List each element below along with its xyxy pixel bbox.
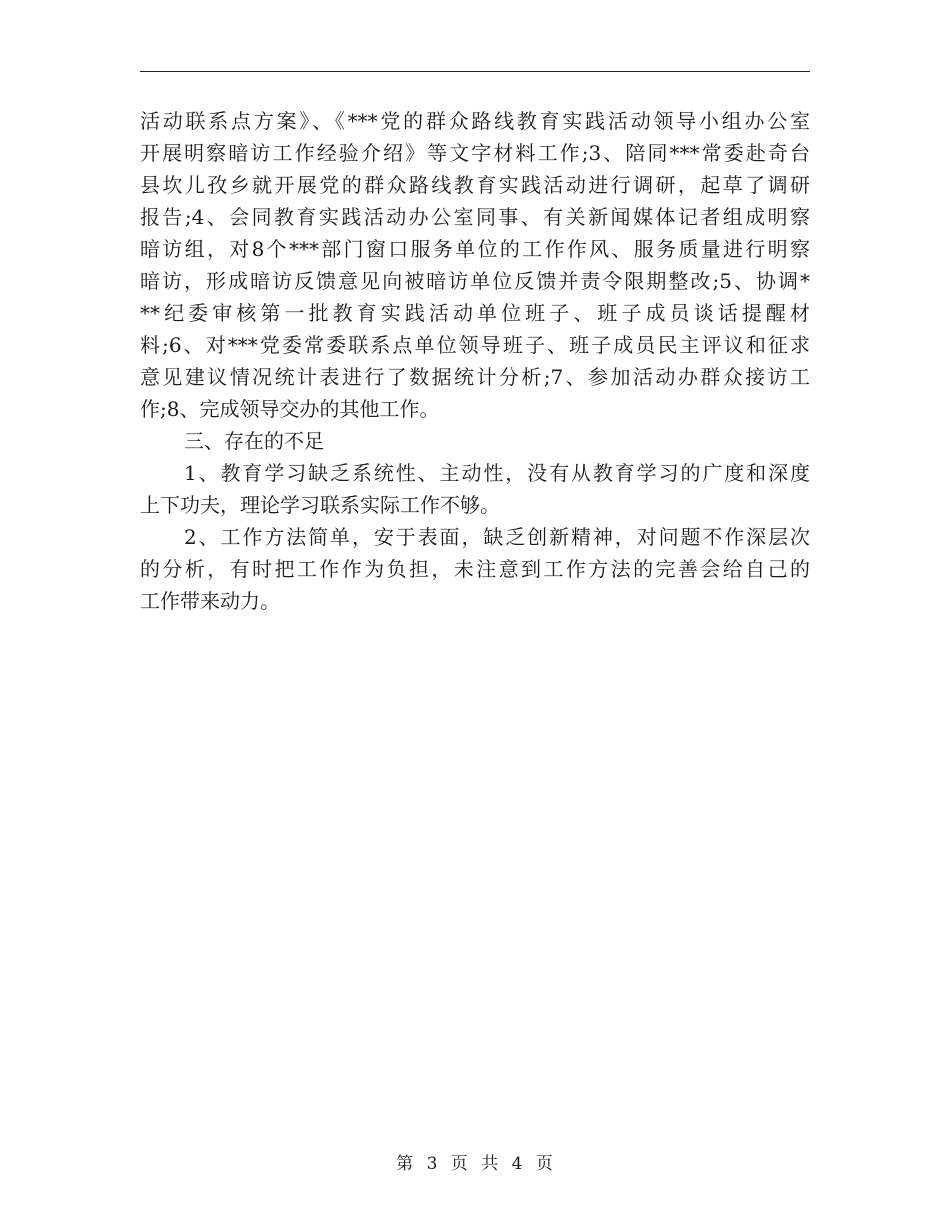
header-rule [140,71,810,72]
text-line: 1、教育学习缺乏系统性、主动性，没有从教育学习的广度和深度 [184,461,810,485]
text-line: 报告;4、会同教育实践活动办公室同事、有关新闻媒体记者组成明察 [140,205,810,229]
document-body [140,105,810,617]
text-line: 的分析，有时把工作作为负担，未注意到工作方法的完善会给自己的 [140,557,810,581]
text-line: 县坎儿孜乡就开展党的群众路线教育实践活动进行调研，起草了调研 [140,173,810,197]
text-line: 三、存在的不足 [184,429,324,453]
text-line: 上下功夫，理论学习联系实际工作不够。 [140,493,500,517]
text-line: 工作带来动力。 [140,589,280,613]
text-line: **纪委审核第一批教育实践活动单位班子、班子成员谈话提醒材 [140,301,810,325]
text-line: 活动联系点方案》、《***党的群众路线教育实践活动领导小组办公室 [140,109,810,133]
text-line: 暗访，形成暗访反馈意见向被暗访单位反馈并责令限期整改;5、协调* [140,269,810,293]
text-line: 料;6、对***党委常委联系点单位领导班子、班子成员民主评议和征求 [140,333,810,357]
page-footer: 第 3 页 共 4 页 [396,1154,554,1174]
text-line: 意见建议情况统计表进行了数据统计分析;7、参加活动办群众接访工 [140,365,810,389]
text-line: 开展明察暗访工作经验介绍》等文字材料工作;3、陪同***常委赴奇台 [140,141,810,165]
text-line: 2、工作方法简单，安于表面，缺乏创新精神，对问题不作深层次 [184,525,810,549]
text-line: 作;8、完成领导交办的其他工作。 [140,397,440,421]
text-line: 暗访组，对8个***部门窗口服务单位的工作作风、服务质量进行明察 [140,237,810,261]
